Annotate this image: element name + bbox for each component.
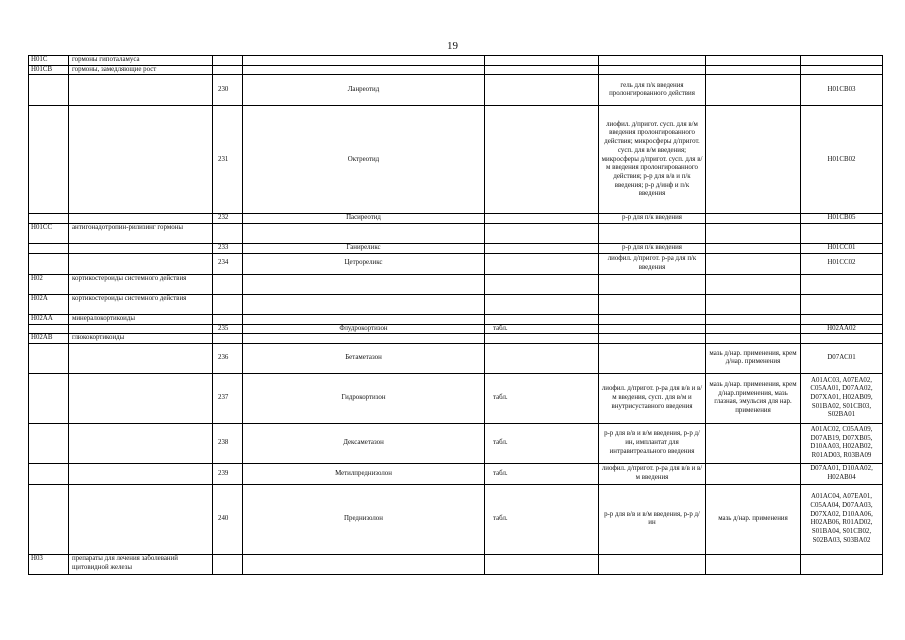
atc-codes-cell: H01CB05 — [801, 214, 883, 224]
external-form-cell — [706, 75, 801, 106]
atc-group-code-cell — [29, 214, 69, 224]
oral-form-cell — [485, 274, 599, 294]
row-number-cell: 239 — [213, 463, 243, 484]
atc-codes-cell: H01CB02 — [801, 106, 883, 214]
atc-group-code-cell — [29, 463, 69, 484]
atc-group-code-cell — [29, 423, 69, 463]
external-form-cell — [706, 463, 801, 484]
row-number-cell: 238 — [213, 423, 243, 463]
page-number: 19 — [447, 40, 458, 52]
parenteral-form-cell: р-р для п/к введения — [599, 244, 706, 254]
group-name-cell — [69, 244, 213, 254]
table-row — [29, 484, 883, 554]
oral-form-cell — [485, 253, 599, 274]
drug-name-cell: Бетаметазон — [243, 343, 485, 373]
table-row — [29, 224, 883, 244]
group-name-cell — [69, 253, 213, 274]
external-form-cell — [706, 214, 801, 224]
row-number-cell: 235 — [213, 324, 243, 334]
drug-name-cell: Дексаметазон — [243, 423, 485, 463]
drug-name-cell: Пасиреотид — [243, 214, 485, 224]
row-number-cell: 234 — [213, 253, 243, 274]
parenteral-form-cell: лиофил. д/пригот. р-ра для в/в и в/м введения, сусп. для в/м и внутрисуставного введения — [599, 373, 706, 423]
atc-codes-cell: D07AC01 — [801, 343, 883, 373]
oral-form-cell — [485, 314, 599, 324]
row-number-cell: 240 — [213, 484, 243, 554]
table-row — [29, 65, 883, 75]
external-form-cell — [706, 224, 801, 244]
group-name-cell — [69, 75, 213, 106]
oral-form-cell: табл. — [485, 423, 599, 463]
atc-codes-cell — [801, 274, 883, 294]
external-form-cell — [706, 244, 801, 254]
drug-name-cell: Флудрокортизон — [243, 324, 485, 334]
parenteral-form-cell: лиофил. д/пригот. р-ра для п/к введения — [599, 253, 706, 274]
parenteral-form-cell: лиофил. д/пригот. сусп. для в/м введения пролонгированного действия; микросферы д/пригот. сусп. для в/м введения; микросферы д/пригот. сусп. для в/м введения пролонгированного действия; р-р для в/в и п/к введения; р-р д/инф и п/к введения — [599, 106, 706, 214]
parenteral-form-cell: р-р для п/к введения — [599, 214, 706, 224]
group-name-cell: кортикостероиды системного действия — [69, 294, 213, 314]
parenteral-form-cell — [599, 334, 706, 344]
atc-codes-cell: A01AC02, C05AA09, D07AB19, D07XB05, D10AA03, H02AB02, R01AD03, R03BA09 — [801, 423, 883, 463]
drug-name-cell — [243, 224, 485, 244]
atc-group-code-cell — [29, 253, 69, 274]
oral-form-cell — [485, 334, 599, 344]
drug-name-cell: Гидрокортизон — [243, 373, 485, 423]
row-number-cell — [213, 224, 243, 244]
drug-name-cell — [243, 274, 485, 294]
atc-codes-cell — [801, 224, 883, 244]
group-name-cell — [69, 484, 213, 554]
table-row — [29, 314, 883, 324]
atc-codes-cell — [801, 334, 883, 344]
drug-name-cell — [243, 56, 485, 66]
table-row — [29, 334, 883, 344]
drug-name-cell: Цетрореликс — [243, 253, 485, 274]
external-form-cell: мазь д/нар. применения — [706, 484, 801, 554]
drug-name-cell: Ланреотид — [243, 75, 485, 106]
atc-group-code-cell — [29, 244, 69, 254]
oral-form-cell — [485, 554, 599, 574]
table-row — [29, 343, 883, 373]
atc-group-code-cell: H02AB — [29, 334, 69, 344]
row-number-cell — [213, 56, 243, 66]
oral-form-cell: табл. — [485, 484, 599, 554]
parenteral-form-cell — [599, 343, 706, 373]
external-form-cell — [706, 294, 801, 314]
atc-codes-cell — [801, 554, 883, 574]
atc-group-code-cell — [29, 106, 69, 214]
table-row — [29, 214, 883, 224]
oral-form-cell — [485, 75, 599, 106]
row-number-cell: 233 — [213, 244, 243, 254]
parenteral-form-cell — [599, 65, 706, 75]
atc-codes-cell: A01AC03, A07EA02, C05AA01, D07AA02, D07XA01, H02AB09, S01BA02, S01CB03, S02BA01 — [801, 373, 883, 423]
group-name-cell: кортикостероиды системного действия — [69, 274, 213, 294]
external-form-cell — [706, 334, 801, 344]
oral-form-cell — [485, 224, 599, 244]
group-name-cell — [69, 106, 213, 214]
group-name-cell — [69, 324, 213, 334]
oral-form-cell: табл. — [485, 373, 599, 423]
parenteral-form-cell — [599, 56, 706, 66]
table-row — [29, 75, 883, 106]
group-name-cell: глюкокортикоиды — [69, 334, 213, 344]
atc-codes-cell — [801, 65, 883, 75]
table-row — [29, 294, 883, 314]
oral-form-cell — [485, 244, 599, 254]
atc-group-code-cell: H02 — [29, 274, 69, 294]
external-form-cell: мазь д/нар. применения, крем д/нар. применения — [706, 343, 801, 373]
atc-group-code-cell: H01CB — [29, 65, 69, 75]
drug-name-cell: Метилпреднизолон — [243, 463, 485, 484]
group-name-cell: минералокортикоиды — [69, 314, 213, 324]
atc-group-code-cell — [29, 484, 69, 554]
parenteral-form-cell — [599, 224, 706, 244]
group-name-cell: антигонадотропин-рилизинг гормоны — [69, 224, 213, 244]
group-name-cell — [69, 373, 213, 423]
parenteral-form-cell — [599, 314, 706, 324]
drug-name-cell — [243, 554, 485, 574]
atc-group-code-cell: H02A — [29, 294, 69, 314]
external-form-cell — [706, 106, 801, 214]
atc-codes-cell — [801, 56, 883, 66]
group-name-cell — [69, 423, 213, 463]
parenteral-form-cell — [599, 554, 706, 574]
row-number-cell: 236 — [213, 343, 243, 373]
parenteral-form-cell: гель для п/к введения пролонгированного действия — [599, 75, 706, 106]
oral-form-cell: табл. — [485, 463, 599, 484]
external-form-cell — [706, 56, 801, 66]
atc-group-code-cell: H03 — [29, 554, 69, 574]
oral-form-cell — [485, 65, 599, 75]
atc-group-code-cell — [29, 343, 69, 373]
parenteral-form-cell: р-р для в/в и в/м введения, р-р д/ин — [599, 484, 706, 554]
table-row — [29, 324, 883, 334]
table-row — [29, 244, 883, 254]
external-form-cell — [706, 65, 801, 75]
oral-form-cell: табл. — [485, 324, 599, 334]
row-number-cell — [213, 314, 243, 324]
table-row — [29, 373, 883, 423]
drug-name-cell — [243, 314, 485, 324]
atc-group-code-cell — [29, 75, 69, 106]
atc-codes-cell: H01CC01 — [801, 244, 883, 254]
table-row — [29, 274, 883, 294]
table-row — [29, 56, 883, 66]
atc-codes-cell — [801, 314, 883, 324]
oral-form-cell — [485, 56, 599, 66]
drug-name-cell: Преднизолон — [243, 484, 485, 554]
drug-name-cell — [243, 65, 485, 75]
atc-group-code-cell — [29, 373, 69, 423]
drug-table — [28, 55, 883, 575]
parenteral-form-cell: р-р для в/в и в/м введения, р-р д/ин, имплантат для интравитреального введения — [599, 423, 706, 463]
table-row — [29, 106, 883, 214]
group-name-cell — [69, 214, 213, 224]
group-name-cell — [69, 463, 213, 484]
drug-name-cell — [243, 294, 485, 314]
group-name-cell — [69, 343, 213, 373]
table-row — [29, 463, 883, 484]
table-row — [29, 423, 883, 463]
atc-group-code-cell: H02AA — [29, 314, 69, 324]
parenteral-form-cell — [599, 324, 706, 334]
row-number-cell: 232 — [213, 214, 243, 224]
row-number-cell — [213, 334, 243, 344]
group-name-cell: препараты для лечения заболеваний щитовидной железы — [69, 554, 213, 574]
atc-codes-cell: H01CB03 — [801, 75, 883, 106]
group-name-cell: гормоны гипоталамуса — [69, 56, 213, 66]
atc-codes-cell: H02AA02 — [801, 324, 883, 334]
atc-codes-cell: D07AA01, D10AA02, H02AB04 — [801, 463, 883, 484]
atc-codes-cell: H01CC02 — [801, 253, 883, 274]
group-name-cell: гормоны, замедляющие рост — [69, 65, 213, 75]
oral-form-cell — [485, 106, 599, 214]
external-form-cell: мазь д/нар. применения, крем д/нар.применения, мазь глазная, эмульсия для нар. применения — [706, 373, 801, 423]
table-row — [29, 554, 883, 574]
drug-name-cell: Октреотид — [243, 106, 485, 214]
external-form-cell — [706, 253, 801, 274]
atc-codes-cell: A01AC04, A07EA01, C05AA04, D07AA03, D07XA02, D10AA06, H02AB06, R01AD02, S01BA04, S01CB02, S02BA03, S03BA02 — [801, 484, 883, 554]
table-row — [29, 253, 883, 274]
drug-name-cell: Ганиреликс — [243, 244, 485, 254]
row-number-cell: 231 — [213, 106, 243, 214]
row-number-cell — [213, 554, 243, 574]
row-number-cell: 230 — [213, 75, 243, 106]
external-form-cell — [706, 554, 801, 574]
external-form-cell — [706, 423, 801, 463]
atc-group-code-cell — [29, 324, 69, 334]
atc-group-code-cell: H01CC — [29, 224, 69, 244]
external-form-cell — [706, 274, 801, 294]
external-form-cell — [706, 314, 801, 324]
oral-form-cell — [485, 343, 599, 373]
external-form-cell — [706, 324, 801, 334]
row-number-cell: 237 — [213, 373, 243, 423]
atc-codes-cell — [801, 294, 883, 314]
parenteral-form-cell — [599, 274, 706, 294]
drug-name-cell — [243, 334, 485, 344]
parenteral-form-cell: лиофил. д/пригот. р-ра для в/в и в/м введения — [599, 463, 706, 484]
oral-form-cell — [485, 294, 599, 314]
oral-form-cell — [485, 214, 599, 224]
row-number-cell — [213, 274, 243, 294]
row-number-cell — [213, 294, 243, 314]
row-number-cell — [213, 65, 243, 75]
atc-group-code-cell: H01C — [29, 56, 69, 66]
parenteral-form-cell — [599, 294, 706, 314]
